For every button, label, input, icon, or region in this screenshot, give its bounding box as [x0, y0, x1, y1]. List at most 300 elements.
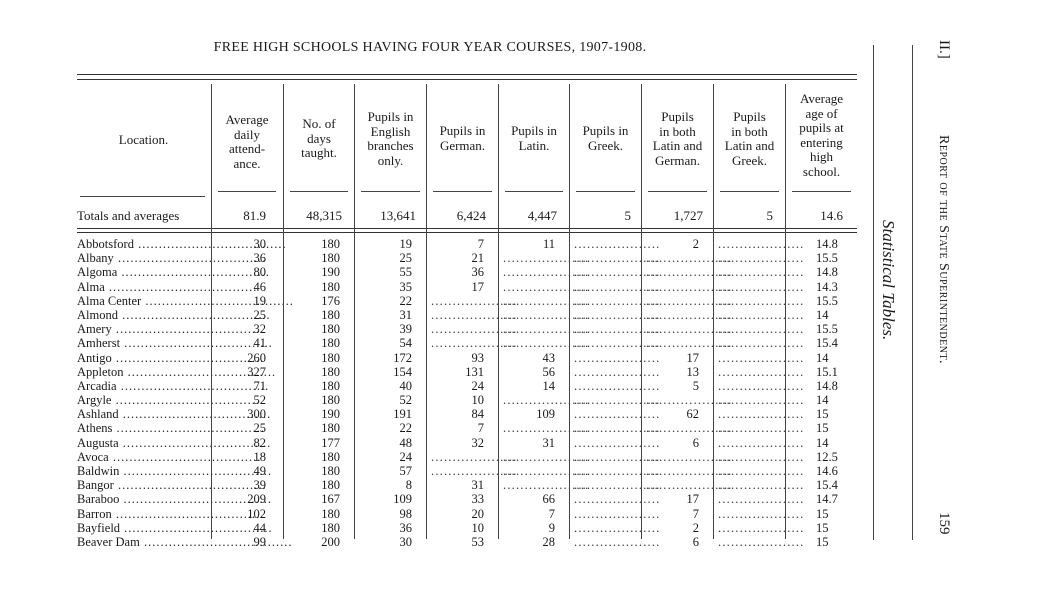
location-name: Albany ..... — [77, 251, 209, 265]
header-line: Latin. — [518, 137, 550, 153]
header-line: Pupils in — [367, 109, 414, 124]
cell-empty-dots: .................... — [646, 307, 733, 322]
cell-empty-dots: .................... — [431, 449, 518, 464]
header-underline — [792, 191, 851, 192]
cell-latin-german: 2 — [692, 237, 699, 251]
cell-empty-dots: .................... — [503, 393, 590, 408]
cell-empty-dots: .................... — [574, 407, 661, 422]
table-row — [77, 251, 857, 265]
cell-german: 53 — [471, 534, 484, 549]
cell-english: 54 — [399, 336, 412, 351]
cell-age: 14 — [816, 307, 829, 322]
cell-latin: 7 — [548, 506, 555, 521]
cell-empty-dots: .................... — [718, 421, 805, 436]
table-row — [77, 294, 857, 308]
totals-rule-2 — [77, 232, 857, 233]
totals-latin-greek: 5 — [766, 208, 773, 223]
table-row — [77, 280, 857, 294]
cell-age: 14.8 — [816, 378, 838, 393]
totals-rule — [77, 228, 857, 229]
column-divider — [498, 84, 499, 539]
cell-german: 20 — [471, 506, 484, 521]
cell-german: 10 — [471, 393, 484, 408]
table-row — [77, 336, 857, 350]
cell-age: 15 — [816, 520, 829, 535]
cell-days: 180 — [321, 506, 340, 521]
cell-attendance: 52 — [253, 393, 266, 408]
location-name: Barron ..... — [77, 507, 209, 521]
cell-attendance: 49 — [253, 464, 266, 478]
cell-empty-dots: .................... — [574, 378, 661, 393]
header-line: Pupils in — [439, 123, 486, 138]
cell-age: 14.6 — [816, 464, 838, 478]
cell-english: 172 — [393, 350, 412, 365]
table-row — [77, 351, 857, 365]
cell-empty-dots: .................... — [503, 322, 590, 337]
cell-empty-dots: .................... — [646, 322, 733, 337]
header-latin-greek — [714, 110, 785, 168]
cell-days: 180 — [321, 307, 340, 322]
cell-empty-dots: .................... — [646, 265, 733, 280]
cell-days: 180 — [321, 520, 340, 535]
cell-empty-dots: .................... — [718, 350, 805, 365]
cell-attendance: 41 — [253, 336, 266, 351]
cell-empty-dots: .................... — [574, 492, 661, 507]
header-line: branches — [367, 138, 414, 153]
cell-attendance: 71 — [253, 378, 266, 393]
location-name: Alma ..... — [77, 280, 209, 294]
cell-attendance: 99 — [253, 534, 266, 549]
header-underline-location — [80, 196, 205, 197]
cell-empty-dots: .................... — [431, 293, 518, 308]
vertical-divider — [873, 45, 874, 540]
cell-latin: 11 — [542, 237, 555, 251]
cell-empty-dots: .................... — [574, 464, 661, 478]
cell-empty-dots: .................... — [718, 534, 805, 549]
cell-english: 8 — [405, 478, 412, 493]
cell-empty-dots: .................... — [718, 279, 805, 294]
table-row — [77, 379, 857, 393]
header-line: age of — [805, 105, 838, 121]
cell-latin-german: 17 — [686, 350, 699, 365]
cell-days: 167 — [321, 492, 340, 507]
cell-empty-dots: .................... — [431, 322, 518, 337]
table-row — [77, 507, 857, 521]
location-name: Abbotsford ..... — [77, 237, 209, 251]
column-divider — [354, 84, 355, 539]
totals-latin-german: 1,727 — [673, 208, 703, 223]
cell-empty-dots: .................... — [718, 307, 805, 322]
cell-german: 7 — [477, 421, 484, 436]
vertical-divider-2 — [912, 45, 913, 540]
cell-german: 10 — [471, 520, 484, 535]
header-line: school. — [802, 163, 841, 179]
cell-german: 31 — [471, 478, 484, 493]
cell-days: 177 — [321, 435, 340, 450]
cell-empty-dots: .................... — [574, 279, 661, 294]
cell-days: 190 — [321, 407, 340, 422]
table-body — [77, 237, 857, 549]
cell-english: 191 — [393, 407, 412, 422]
location-name: Algoma ..... — [77, 265, 209, 279]
location-name: Amery ..... — [77, 322, 209, 336]
cell-empty-dots: .................... — [718, 464, 805, 478]
cell-english: 24 — [399, 449, 412, 464]
cell-age: 14.8 — [816, 265, 838, 280]
cell-german: 24 — [471, 378, 484, 393]
cell-days: 180 — [321, 322, 340, 337]
cell-age: 12.5 — [816, 449, 838, 464]
totals-german: 6,424 — [456, 208, 486, 223]
header-line: days — [307, 130, 331, 146]
header-underline — [505, 191, 563, 192]
cell-age: 15 — [816, 506, 829, 521]
cell-empty-dots: .................... — [574, 421, 661, 436]
table-row — [77, 322, 857, 336]
cell-attendance: 39 — [253, 478, 266, 493]
cell-attendance: 25 — [253, 421, 266, 436]
header-days — [284, 117, 354, 161]
header-line: Average — [225, 112, 269, 127]
cell-days: 180 — [321, 449, 340, 464]
cell-age: 14.8 — [816, 237, 838, 251]
header-underline — [290, 191, 348, 192]
cell-english: 109 — [393, 492, 412, 507]
header-line: attend- — [228, 141, 266, 156]
cell-age: 15 — [816, 534, 829, 549]
cell-days: 180 — [321, 336, 340, 351]
location-name: Alma Center ..... — [77, 294, 209, 308]
cell-age: 14 — [816, 350, 829, 365]
location-name: Arcadia ..... — [77, 379, 209, 393]
header-line: Latin and — [652, 138, 703, 153]
cell-latin-german: 2 — [692, 520, 699, 535]
cell-age: 15 — [816, 421, 829, 436]
cell-age: 15.4 — [816, 336, 838, 351]
header-line: daily — [234, 126, 260, 142]
cell-age: 15.5 — [816, 293, 838, 308]
side-roman: II.] — [936, 40, 952, 59]
cell-attendance: 327 — [247, 364, 266, 379]
column-divider — [426, 84, 427, 539]
header-line: German. — [654, 152, 701, 168]
header-line: ance. — [233, 155, 261, 171]
cell-empty-dots: .................... — [718, 393, 805, 408]
header-location: Location. — [118, 132, 169, 147]
cell-attendance: 80 — [253, 265, 266, 280]
cell-empty-dots: .................... — [574, 520, 661, 535]
cell-english: 57 — [399, 464, 412, 478]
cell-german: 17 — [471, 279, 484, 294]
cell-latin: 43 — [542, 350, 555, 365]
cell-empty-dots: .................... — [718, 378, 805, 393]
cell-days: 180 — [321, 279, 340, 294]
cell-latin: 28 — [542, 534, 555, 549]
totals-age: 14.6 — [820, 208, 843, 223]
cell-age: 15.1 — [816, 364, 838, 379]
cell-age: 14 — [816, 435, 829, 450]
header-line: Average — [799, 91, 844, 106]
cell-age: 15.4 — [816, 478, 838, 493]
header-line: high — [809, 149, 834, 164]
cell-english: 35 — [399, 279, 412, 294]
side-section-title: Statistical Tables. — [879, 220, 898, 341]
location-name: Athens ..... — [77, 421, 209, 435]
cell-attendance: 300 — [247, 407, 266, 422]
table-row — [77, 521, 857, 535]
cell-latin: 14 — [542, 378, 555, 393]
cell-empty-dots: .................... — [503, 293, 590, 308]
cell-empty-dots: .................... — [646, 449, 733, 464]
cell-english: 30 — [399, 534, 412, 549]
cell-german: 84 — [471, 407, 484, 422]
header-line: Greek. — [731, 152, 767, 168]
totals-greek: 5 — [624, 208, 631, 223]
cell-latin: 109 — [536, 407, 555, 422]
header-line: Greek. — [587, 137, 623, 153]
column-divider — [641, 84, 642, 539]
table-row — [77, 393, 857, 407]
header-line: Pupils in — [511, 123, 557, 138]
header-english — [355, 110, 426, 168]
cell-attendance: 36 — [253, 251, 266, 266]
cell-german: 7 — [477, 237, 484, 251]
location-name: Baraboo ..... — [77, 492, 209, 506]
cell-english: 40 — [399, 378, 412, 393]
cell-latin: 56 — [542, 364, 555, 379]
header-underline — [576, 191, 635, 192]
header-line: Pupils — [661, 109, 694, 124]
cell-empty-dots: .................... — [503, 336, 590, 351]
cell-german: 32 — [471, 435, 484, 450]
cell-english: 25 — [399, 251, 412, 266]
cell-latin-german: 5 — [692, 378, 699, 393]
cell-empty-dots: .................... — [718, 520, 805, 535]
header-attendance — [212, 113, 282, 171]
cell-german: 21 — [471, 251, 484, 266]
column-divider — [785, 84, 786, 539]
cell-empty-dots: .................... — [718, 237, 805, 251]
cell-age: 14.3 — [816, 279, 838, 294]
location-name: Argyle ..... — [77, 393, 209, 407]
header-underline — [361, 191, 420, 192]
header-greek — [570, 124, 641, 153]
cell-english: 154 — [393, 364, 412, 379]
header-line: No. of — [302, 116, 336, 131]
header-line: in both — [659, 123, 696, 139]
cell-german: 93 — [471, 350, 484, 365]
table-row — [77, 237, 857, 251]
cell-empty-dots: .................... — [503, 307, 590, 322]
cell-empty-dots: .................... — [574, 393, 661, 408]
header-line: entering — [800, 134, 843, 150]
cell-empty-dots: .................... — [718, 293, 805, 308]
cell-german: 131 — [465, 364, 484, 379]
cell-empty-dots: .................... — [646, 279, 733, 294]
cell-english: 22 — [399, 293, 412, 308]
cell-days: 200 — [321, 534, 340, 549]
header-age — [786, 92, 857, 179]
cell-attendance: 102 — [247, 506, 266, 521]
table-row — [77, 436, 857, 450]
cell-attendance: 260 — [247, 350, 266, 365]
cell-english: 98 — [399, 506, 412, 521]
table-row — [77, 265, 857, 279]
cell-empty-dots: .................... — [718, 478, 805, 493]
cell-english: 19 — [399, 237, 412, 251]
cell-latin: 9 — [548, 520, 555, 535]
cell-days: 180 — [321, 393, 340, 408]
cell-latin: 66 — [542, 492, 555, 507]
cell-attendance: 44 — [253, 520, 266, 535]
cell-empty-dots: .................... — [646, 421, 733, 436]
cell-empty-dots: .................... — [574, 265, 661, 280]
cell-latin-german: 62 — [686, 407, 699, 422]
cell-english: 52 — [399, 393, 412, 408]
location-name: Amherst ..... — [77, 336, 209, 350]
cell-age: 15.5 — [816, 251, 838, 266]
cell-empty-dots: .................... — [574, 435, 661, 450]
column-divider — [713, 84, 714, 539]
cell-empty-dots: .................... — [574, 506, 661, 521]
totals-days: 48,315 — [306, 208, 342, 223]
table-row — [77, 535, 857, 549]
cell-empty-dots: .................... — [574, 350, 661, 365]
table-row — [77, 308, 857, 322]
cell-empty-dots: .................... — [646, 293, 733, 308]
cell-attendance: 25 — [253, 307, 266, 322]
cell-empty-dots: .................... — [646, 336, 733, 351]
cell-english: 22 — [399, 421, 412, 436]
cell-age: 14 — [816, 393, 829, 408]
header-line: German. — [439, 137, 486, 153]
cell-age: 15.5 — [816, 322, 838, 337]
cell-empty-dots: .................... — [503, 421, 590, 436]
table-row — [77, 421, 857, 435]
table-row — [77, 450, 857, 464]
cell-latin: 31 — [542, 435, 555, 450]
cell-empty-dots: .................... — [503, 464, 590, 478]
cell-empty-dots: .................... — [718, 492, 805, 507]
table-row — [77, 478, 857, 492]
cell-days: 176 — [321, 293, 340, 308]
cell-empty-dots: .................... — [503, 449, 590, 464]
table-row — [77, 464, 857, 478]
cell-days: 180 — [321, 237, 340, 251]
cell-days: 180 — [321, 464, 340, 478]
cell-empty-dots: .................... — [718, 336, 805, 351]
cell-latin-german: 17 — [686, 492, 699, 507]
cell-empty-dots: .................... — [646, 478, 733, 493]
header-underline — [218, 191, 276, 192]
location-name: Antigo ..... — [77, 351, 209, 365]
location-name: Bayfield ..... — [77, 521, 209, 535]
cell-empty-dots: .................... — [574, 293, 661, 308]
cell-attendance: 19 — [253, 293, 266, 308]
location-name: Appleton ..... — [77, 365, 209, 379]
totals-latin: 4,447 — [527, 208, 557, 223]
totals-label: Totals and averages — [77, 208, 180, 223]
location-name: Almond ..... — [77, 308, 209, 322]
cell-attendance: 209 — [247, 492, 266, 507]
header-german — [427, 124, 498, 153]
header-line: taught. — [301, 145, 337, 160]
cell-german: 33 — [471, 492, 484, 507]
location-name: Avoca ..... — [77, 450, 209, 464]
cell-latin-german: 6 — [692, 435, 699, 450]
cell-attendance: 46 — [253, 279, 266, 294]
cell-empty-dots: .................... — [718, 449, 805, 464]
cell-english: 48 — [399, 435, 412, 450]
cell-empty-dots: .................... — [503, 279, 590, 294]
header-latin-german — [642, 110, 713, 168]
cell-empty-dots: .................... — [503, 265, 590, 280]
cell-latin-german: 7 — [692, 506, 699, 521]
cell-age: 14.7 — [816, 492, 838, 507]
cell-empty-dots: .................... — [718, 322, 805, 337]
cell-days: 180 — [321, 350, 340, 365]
cell-age: 15 — [816, 407, 829, 422]
cell-empty-dots: .................... — [503, 251, 590, 266]
cell-empty-dots: .................... — [574, 534, 661, 549]
cell-empty-dots: .................... — [431, 336, 518, 351]
header-underline — [433, 191, 492, 192]
cell-empty-dots: .................... — [574, 364, 661, 379]
cell-empty-dots: .................... — [574, 322, 661, 337]
header-latin — [499, 124, 569, 153]
cell-empty-dots: .................... — [718, 435, 805, 450]
cell-empty-dots: .................... — [718, 506, 805, 521]
cell-english: 39 — [399, 322, 412, 337]
column-divider — [211, 84, 212, 539]
location-name: Bangor ..... — [77, 478, 209, 492]
cell-attendance: 18 — [253, 449, 266, 464]
header-line: in both — [731, 123, 768, 139]
header-line: Pupils in — [582, 123, 629, 138]
cell-english: 55 — [399, 265, 412, 280]
cell-empty-dots: .................... — [646, 251, 733, 266]
column-divider — [569, 84, 570, 539]
cell-days: 180 — [321, 378, 340, 393]
cell-latin-german: 6 — [692, 534, 699, 549]
top-rule-2 — [77, 79, 857, 80]
cell-attendance: 32 — [253, 322, 266, 337]
header-line: only. — [377, 152, 404, 168]
column-divider — [283, 84, 284, 539]
header-underline — [648, 191, 707, 192]
cell-empty-dots: .................... — [718, 251, 805, 266]
totals-english: 13,641 — [380, 208, 416, 223]
cell-empty-dots: .................... — [718, 364, 805, 379]
page-title: FREE HIGH SCHOOLS HAVING FOUR YEAR COURSES, 1907-1908. — [213, 40, 647, 55]
cell-english: 31 — [399, 307, 412, 322]
cell-empty-dots: .................... — [574, 251, 661, 266]
cell-empty-dots: .................... — [503, 478, 590, 493]
side-report-title: Report of the State Superintendent. — [936, 135, 951, 365]
location-name: Augusta ..... — [77, 436, 209, 450]
location-name: Ashland ..... — [77, 407, 209, 421]
cell-attendance: 82 — [253, 435, 266, 450]
cell-days: 180 — [321, 478, 340, 493]
header-line: English — [370, 123, 411, 139]
table-row — [77, 365, 857, 379]
cell-empty-dots: .................... — [431, 464, 518, 478]
header-underline — [720, 191, 779, 192]
header-line: pupils at — [799, 120, 844, 135]
cell-empty-dots: .................... — [718, 265, 805, 280]
cell-empty-dots: .................... — [574, 478, 661, 493]
cell-days: 180 — [321, 364, 340, 379]
